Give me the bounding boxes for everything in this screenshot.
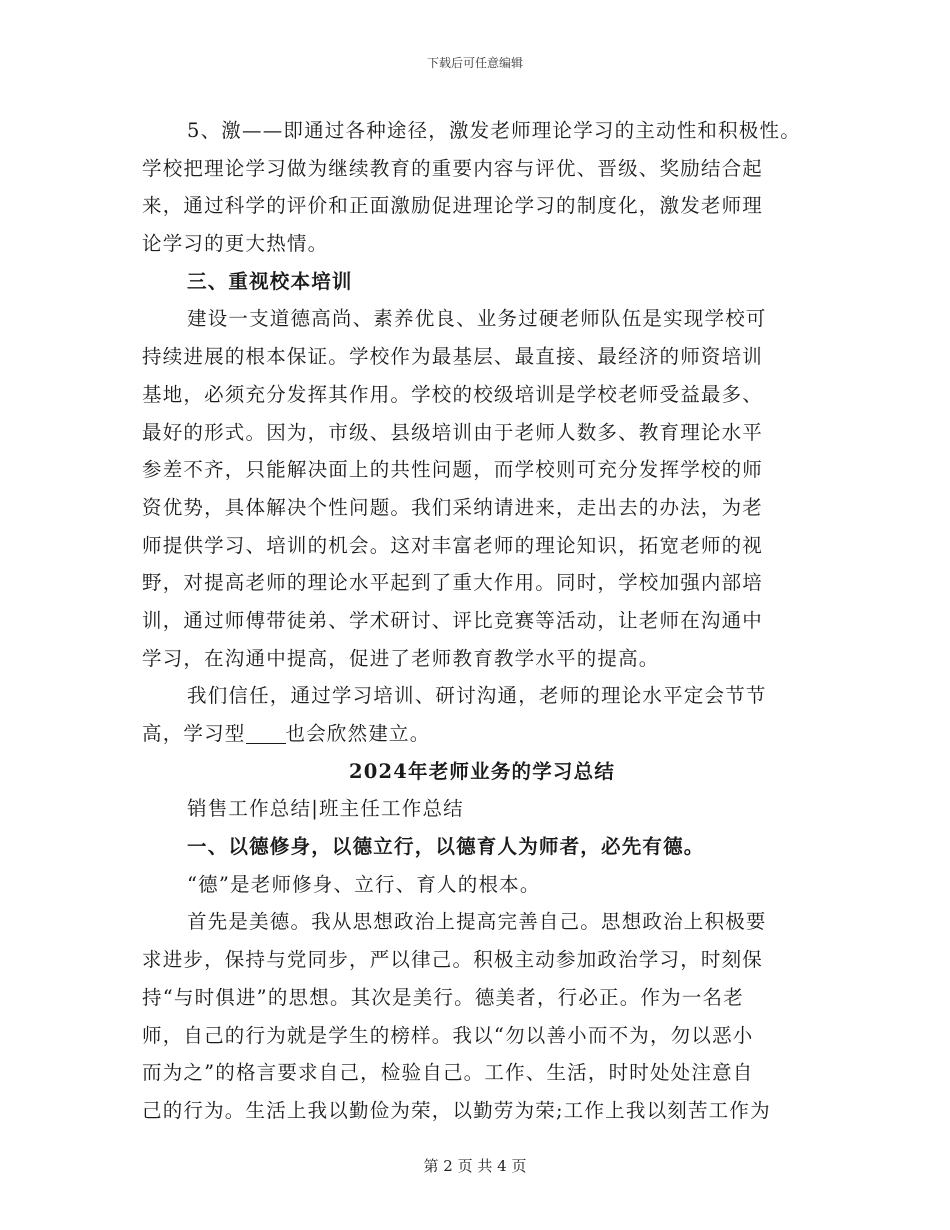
- document-title: 2024年老师业务的学习总结: [348, 759, 616, 783]
- paragraph-line: 首先是美德。我从思想政治上提高完善自己。思想政治上积极要: [187, 910, 767, 934]
- header-note: 下载后可任意编辑: [426, 56, 523, 70]
- section-heading: 一、以德修身，以德立行，以德育人为师者，必先有德。: [187, 835, 705, 859]
- paragraph-line: 5、激——即通过各种途径，激发老师理论学习的主动性和积极性。: [187, 119, 801, 142]
- paragraph-line: 求进步，保持与党同步，严以律己。积极主动参加政治学习，时刻保: [142, 948, 764, 972]
- paragraph-line: 野，对提高老师的理论水平起到了重大作用。同时，学校加强内部培: [142, 571, 764, 595]
- category-links: 销售工作总结|班主任工作总结: [187, 797, 464, 821]
- blank-line-before: 高，学习型: [142, 722, 246, 745]
- paragraph-line: 学校把理论学习做为继续教育的重要内容与评优、晋级、奖励结合起: [142, 156, 764, 180]
- fill-in-blank: [246, 724, 286, 745]
- paragraph-line: 资优势，具体解决个性问题。我们采纳请进来，走出去的办法，为老: [142, 495, 764, 519]
- paragraph-line: 来，通过科学的评价和正面激励促进理论学习的制度化，激发老师理: [142, 194, 764, 218]
- paragraph-line: 最好的形式。因为，市级、县级培训由于老师人数多、教育理论水平: [142, 420, 764, 444]
- paragraph-line: 训，通过师傅带徒弟、学术研讨、评比竞赛等活动，让老师在沟通中: [142, 608, 764, 632]
- paragraph-line: 而为之”的格言要求自己，检验自己。工作、生活，时时处处注意自: [142, 1061, 754, 1085]
- paragraph-line: 学习，在沟通中提高，促进了老师教育教学水平的提高。: [142, 646, 660, 670]
- paragraph-line: 基地，必须充分发挥其作用。学校的校级培训是学校老师受益最多、: [142, 382, 764, 406]
- blank-line-after: 也会欣然建立。: [285, 722, 431, 745]
- paragraph-line: 我们信任，通过学习培训、研讨沟通，老师的理论水平定会节节: [187, 684, 767, 708]
- paragraph-line-with-blank: [142, 715, 822, 753]
- paragraph-line: 参差不齐，只能解决面上的共性问题，而学校则可充分发挥学校的师: [142, 458, 764, 482]
- paragraph-line: 师，自己的行为就是学生的榜样。我以“勿以善小而不为，勿以恶小: [142, 1023, 754, 1047]
- paragraph-line: 师提供学习、培训的机会。这对丰富老师的理论知识，拓宽老师的视: [142, 533, 764, 557]
- paragraph-line: “德”是老师修身、立行、育人的根本。: [187, 872, 541, 896]
- paragraph-line: 建设一支道德高尚、素养优良、业务过硬老师队伍是实现学校可: [187, 307, 767, 331]
- page-footer: 第 2 页 共 4 页: [423, 1157, 527, 1175]
- paragraph-line: 持续进展的根本保证。学校作为最基层、最直接、最经济的师资培训: [142, 345, 764, 369]
- paragraph-line: 己的行为。生活上我以勤俭为荣，以勤劳为荣;工作上我以刻苦工作为: [142, 1098, 771, 1122]
- paragraph-line: 论学习的更大热情。: [142, 232, 329, 256]
- paragraph-line: 持“与时俱进”的思想。其次是美行。德美者，行必正。作为一名老: [142, 985, 744, 1009]
- section-heading: 三、重视校本培训: [187, 269, 353, 293]
- document-body: [142, 112, 822, 1130]
